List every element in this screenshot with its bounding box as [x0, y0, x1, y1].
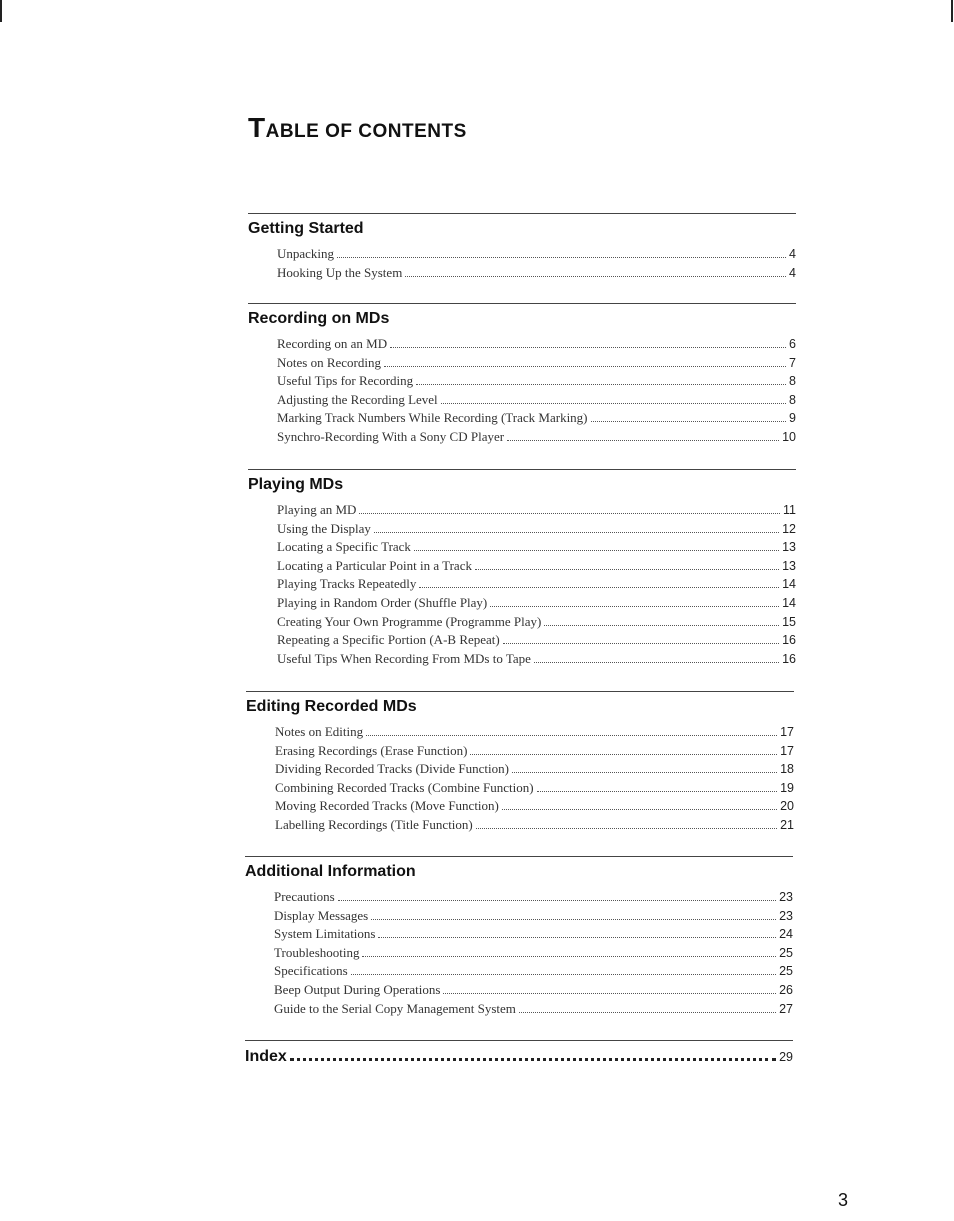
toc-entry-page: 4	[789, 247, 796, 261]
dot-leader	[362, 947, 776, 957]
toc-entry-page: 17	[780, 725, 794, 739]
dot-leader	[366, 726, 777, 736]
toc-entry-title: Troubleshooting	[274, 944, 360, 960]
dot-leader	[519, 1003, 776, 1013]
toc-entry-title: Adjusting the Recording Level	[277, 391, 438, 407]
toc-entry-page: 9	[789, 411, 796, 426]
dot-leader	[503, 634, 779, 644]
toc-entry[interactable]	[275, 798, 794, 817]
section-playing-mds	[248, 469, 796, 669]
dot-leader	[534, 653, 779, 663]
toc-entry[interactable]	[274, 1001, 793, 1020]
toc-entry[interactable]	[274, 908, 793, 927]
toc-entry-title: Moving Recorded Tracks (Move Function)	[275, 798, 499, 814]
index-page: 29	[779, 1050, 793, 1064]
toc-entry-title: Labelling Recordings (Title Function)	[275, 816, 473, 832]
dot-leader	[537, 782, 778, 792]
scan-edge-mark-right	[951, 0, 953, 22]
dot-leader	[338, 891, 776, 901]
toc-entry[interactable]	[277, 521, 796, 540]
dot-leader	[470, 745, 777, 755]
section-getting-started	[248, 213, 796, 283]
toc-entry-title: Playing in Random Order (Shuffle Play)	[277, 594, 488, 610]
toc-entry-page: 14	[782, 595, 796, 610]
section-additional-information	[245, 856, 793, 1019]
toc-entry-page: 23	[779, 890, 793, 904]
dot-leader	[419, 578, 779, 588]
section-title: Recording on MDs	[248, 310, 390, 327]
toc-entry-title: Unpacking	[277, 246, 335, 261]
toc-entry-title: Creating Your Own Programme (Programme Play)	[277, 613, 542, 629]
toc-entry-title: Recording on an MD	[277, 336, 388, 351]
page-title	[248, 112, 467, 144]
toc-entry-page: 8	[789, 392, 796, 407]
toc-entry[interactable]	[277, 355, 796, 374]
toc-entry-title: Guide to the Serial Copy Management System	[274, 1000, 516, 1016]
dot-leader	[476, 819, 777, 829]
toc-entry[interactable]	[277, 595, 796, 614]
toc-entry-page: 7	[789, 355, 796, 370]
section-rule	[248, 213, 796, 214]
toc-entry-page: 14	[782, 577, 796, 592]
page-title-initial: T	[248, 112, 266, 143]
toc-entry-title: Repeating a Specific Portion (A-B Repeat)	[277, 632, 500, 648]
toc-entry-title: Hooking Up the System	[277, 264, 403, 280]
dot-leader	[441, 394, 786, 404]
section-entries	[277, 502, 796, 669]
toc-entry[interactable]	[277, 651, 796, 670]
toc-entry-title: Specifications	[274, 963, 348, 979]
toc-entry[interactable]	[277, 576, 796, 595]
section-rule	[248, 469, 796, 470]
dot-leader	[502, 800, 777, 810]
toc-entry-page: 25	[779, 945, 793, 960]
toc-entry-page: 17	[780, 743, 794, 758]
toc-entry-page: 21	[780, 817, 794, 832]
toc-entry[interactable]	[274, 889, 793, 908]
toc-entry-page: 11	[783, 503, 796, 517]
dot-leader	[390, 338, 786, 348]
toc-entry-title: Beep Output During Operations	[274, 981, 441, 997]
dot-leader	[290, 1046, 776, 1061]
toc-entry[interactable]	[277, 502, 796, 521]
toc-entry-title: System Limitations	[274, 926, 376, 942]
toc-entry[interactable]	[277, 429, 796, 448]
toc-entry[interactable]	[274, 982, 793, 1001]
scan-edge-mark-left	[0, 0, 2, 22]
section-title: Playing MDs	[248, 476, 344, 493]
section-title: Editing Recorded MDs	[246, 698, 417, 715]
toc-entry-title: Marking Track Numbers While Recording (Track Marking)	[277, 410, 588, 426]
toc-entry-page: 4	[789, 265, 796, 280]
toc-entry-page: 23	[779, 908, 793, 923]
toc-entry-page: 13	[782, 540, 796, 555]
toc-entry-page: 26	[779, 982, 793, 997]
toc-entry-page: 13	[782, 558, 796, 573]
toc-entry-title: Synchro-Recording With a Sony CD Player	[277, 428, 505, 444]
dot-leader	[359, 504, 780, 514]
dot-leader	[544, 616, 779, 626]
toc-entry[interactable]	[274, 945, 793, 964]
toc-entry[interactable]	[275, 817, 794, 836]
toc-entry[interactable]	[277, 558, 796, 577]
toc-entry-page: 27	[779, 1001, 793, 1016]
toc-entry-title: Display Messages	[274, 907, 369, 923]
toc-entry[interactable]	[277, 539, 796, 558]
toc-entry-title: Useful Tips When Recording From MDs to Tape	[277, 650, 531, 666]
section-entries	[277, 336, 796, 448]
index-entry[interactable]	[245, 1046, 793, 1066]
section-editing-recorded-mds	[246, 691, 794, 836]
dot-leader	[374, 523, 779, 533]
dot-leader	[351, 965, 776, 975]
toc-entry-page: 8	[789, 374, 796, 389]
toc-entry-page: 10	[782, 429, 796, 444]
page-number: 3	[838, 1190, 849, 1210]
section-entries	[277, 246, 796, 283]
toc-entry[interactable]	[274, 963, 793, 982]
page-title-rest: ABLE OF CONTENTS	[265, 121, 467, 142]
toc-entry[interactable]	[277, 265, 796, 284]
toc-entry-title: Useful Tips for Recording	[277, 373, 414, 389]
toc-entry-title: Erasing Recordings (Erase Function)	[275, 742, 468, 758]
toc-entry-page: 24	[779, 927, 793, 942]
toc-entry-title: Notes on Editing	[275, 724, 364, 739]
dot-leader	[405, 267, 786, 277]
section-rule	[248, 303, 796, 304]
toc-entry-page: 16	[782, 633, 796, 648]
section-rule	[246, 691, 794, 692]
toc-entry-page: 20	[780, 799, 794, 814]
toc-entry-title: Playing Tracks Repeatedly	[277, 576, 417, 592]
toc-entry[interactable]	[277, 632, 796, 651]
section-title: Getting Started	[248, 220, 364, 237]
dot-leader	[414, 541, 779, 551]
toc-entry[interactable]	[275, 780, 794, 799]
toc-entry-title: Locating a Particular Point in a Track	[277, 557, 472, 573]
section-entries	[275, 724, 794, 836]
toc-entry-page: 16	[782, 651, 796, 666]
toc-entry[interactable]	[277, 410, 796, 429]
dot-leader	[371, 910, 776, 920]
dot-leader	[512, 763, 777, 773]
dot-leader	[475, 560, 779, 570]
toc-entry[interactable]	[274, 926, 793, 945]
toc-entry-page: 15	[782, 614, 796, 629]
section-entries	[274, 889, 793, 1019]
dot-leader	[591, 412, 787, 422]
dot-leader	[384, 357, 786, 367]
toc-entry-title: Dividing Recorded Tracks (Divide Function)	[275, 761, 509, 777]
toc-entry[interactable]	[277, 614, 796, 633]
index-title: Index	[245, 1048, 287, 1065]
section-recording-on-mds	[248, 303, 796, 448]
toc-entry-title: Precautions	[274, 889, 335, 904]
dot-leader	[378, 928, 776, 938]
toc-entry-title: Locating a Specific Track	[277, 539, 411, 555]
toc-entry[interactable]	[277, 392, 796, 411]
dot-leader	[416, 375, 786, 385]
dot-leader	[337, 248, 786, 258]
toc-entry-page: 12	[782, 521, 796, 536]
toc-entry-title: Combining Recorded Tracks (Combine Function)	[275, 779, 534, 795]
section-rule	[245, 856, 793, 857]
toc-entry-page: 18	[780, 762, 794, 777]
toc-entry-title: Playing an MD	[277, 502, 357, 517]
toc-entry-page: 19	[780, 780, 794, 795]
toc-entry-page: 6	[789, 337, 796, 351]
toc-entry[interactable]	[277, 246, 796, 265]
toc-entry[interactable]	[277, 373, 796, 392]
dot-leader	[490, 597, 779, 607]
toc-entry[interactable]	[275, 761, 794, 780]
toc-entry[interactable]	[275, 724, 794, 743]
toc-entry-title: Using the Display	[277, 520, 371, 536]
section-title: Additional Information	[245, 863, 416, 880]
toc-entry[interactable]	[275, 743, 794, 762]
index-rule	[245, 1040, 793, 1041]
toc-entry-page: 25	[779, 964, 793, 979]
toc-entry-title: Notes on Recording	[277, 354, 381, 370]
toc-entry[interactable]	[277, 336, 796, 355]
dot-leader	[443, 984, 776, 994]
dot-leader	[507, 431, 779, 441]
